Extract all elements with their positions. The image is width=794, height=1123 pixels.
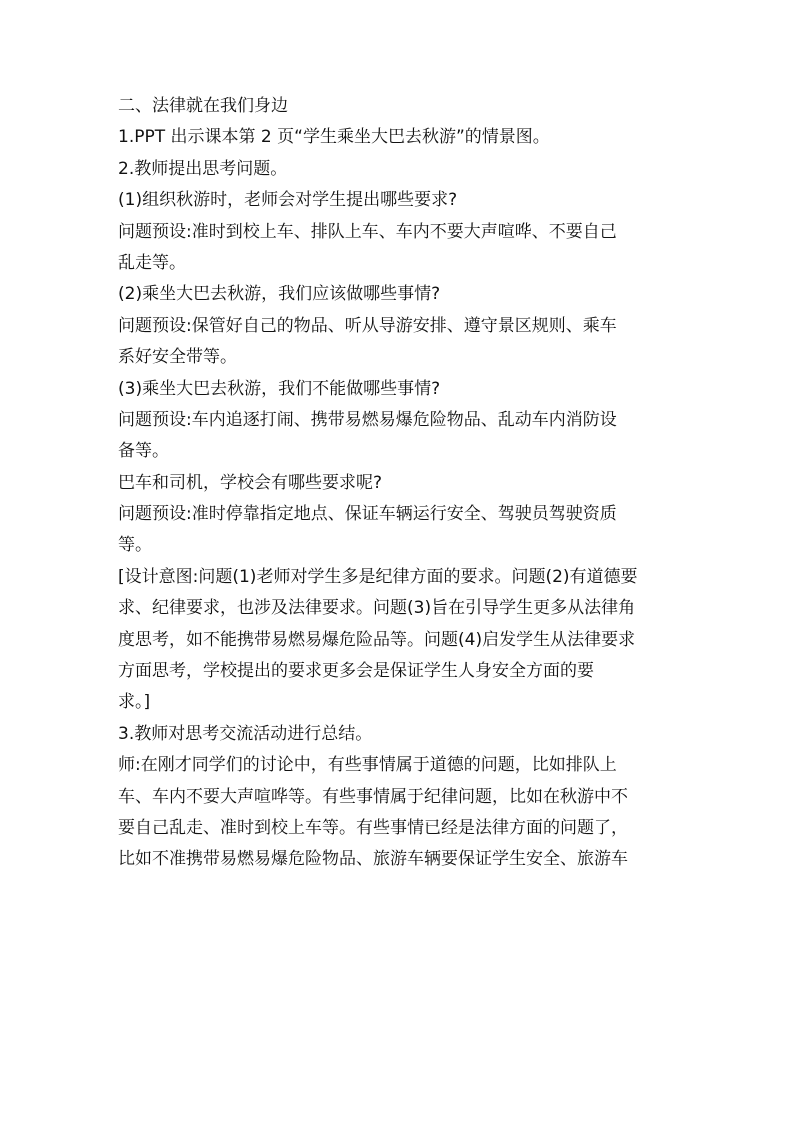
text-line: 车、车内不要大声喧哗等。有些事情属于纪律问题，比如在秋游中不	[118, 786, 628, 807]
text-line: 度思考，如不能携带易燃易爆危险品等。问题(4)启发学生从法律要求	[118, 629, 636, 650]
text-line: 求、纪律要求，也涉及法律要求。问题(3)旨在引导学生更多从法律角	[118, 598, 636, 619]
text-line: 方面思考，学校提出的要求更多会是保证学生人身安全方面的要	[118, 661, 594, 682]
text-line: 求。]	[118, 692, 151, 713]
text-line: 问题预设:保管好自己的物品、听从导游安排、遵守景区规则、乘车	[118, 315, 617, 336]
text-line: (2)乘坐大巴去秋游，我们应该做哪些事情?	[118, 284, 441, 305]
text-line: 问题预设:车内追逐打闹、携带易燃易爆危险物品、乱动车内消防设	[118, 409, 617, 430]
text-line: 比如不准携带易燃易爆危险物品、旅游车辆要保证学生安全、旅游车	[118, 849, 628, 870]
document-body	[118, 91, 678, 876]
text-line: 师:在刚才同学们的讨论中，有些事情属于道德的问题，比如排队上	[118, 755, 617, 776]
section-heading: 二、法律就在我们身边	[118, 96, 288, 116]
text-line: 2.教师提出思考问题。	[118, 158, 288, 179]
text-line: 1.PPT 出示课本第 2 页“学生乘坐大巴去秋游”的情景图。	[118, 127, 550, 148]
text-line: 等。	[118, 535, 152, 556]
text-line: 乱走等。	[118, 252, 186, 273]
text-line: (1)组织秋游时，老师会对学生提出哪些要求?	[118, 190, 458, 211]
text-line: [设计意图:问题(1)老师对学生多是纪律方面的要求。问题(2)有道德要	[118, 566, 638, 587]
text-line: 要自己乱走、准时到校上车等。有些事情已经是法律方面的问题了，	[118, 817, 628, 838]
text-line: 系好安全带等。	[118, 347, 237, 368]
text-line: 巴车和司机，学校会有哪些要求呢?	[118, 472, 383, 493]
text-line: 3.教师对思考交流活动进行总结。	[118, 723, 373, 744]
text-line: 问题预设:准时到校上车、排队上车、车内不要大声喧哗、不要自己	[118, 221, 617, 242]
text-line: (3)乘坐大巴去秋游，我们不能做哪些事情?	[118, 378, 441, 399]
text-line: 备等。	[118, 441, 169, 462]
text-line: 问题预设:准时停靠指定地点、保证车辆运行安全、驾驶员驾驶资质	[118, 504, 617, 525]
